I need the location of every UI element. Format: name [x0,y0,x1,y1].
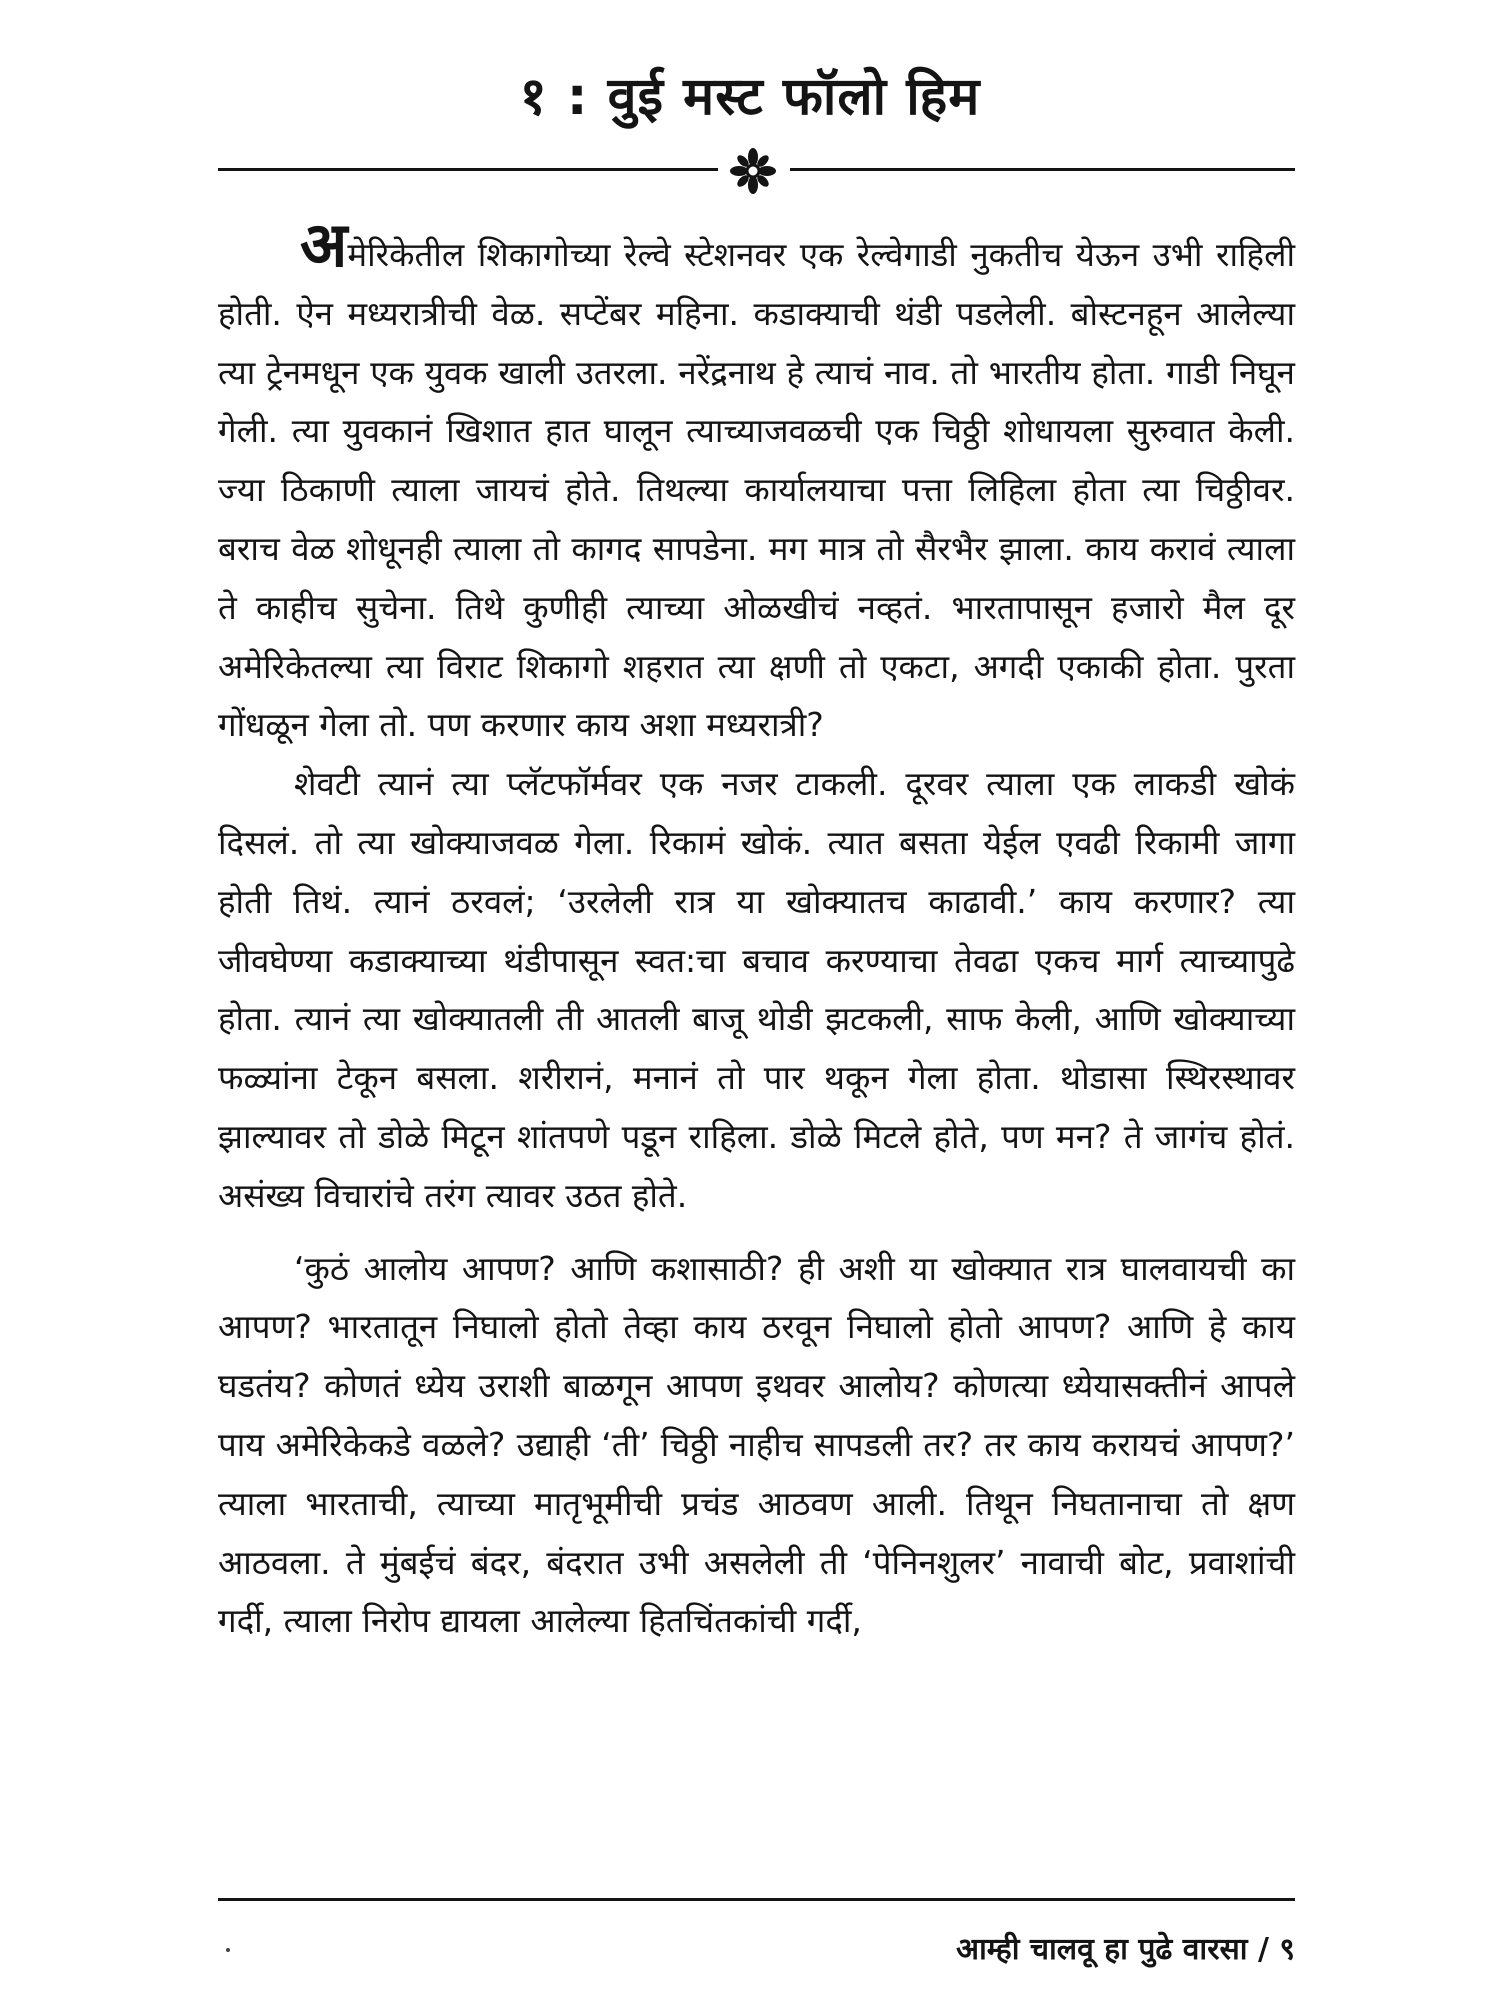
running-footer [956,1930,1295,1970]
title-rule-left [218,168,718,171]
print-speck [226,1948,230,1952]
footer-separator: / [1257,1932,1269,1967]
footer-rule [218,1898,1295,1901]
paragraph-2: शेवटी त्यानं त्या प्लॅटफॉर्मवर एक नजर टाकली. दूरवर त्याला एक लाकडी खोकं दिसलं. तो त्या खोक्याजवळ गेला. रिकामं खोकं. त्यात बसता येईल एवढी रिकामी जागा होती तिथं. त्यानं ठरवलं; ‘उरलेली रात्र या खोक्यातच काढावी.’ काय करणार? त्या जीवघेण्या कडाक्याच्या थंडीपासून स्वत:चा बचाव करण्याचा तेवढा एकच मार्ग त्याच्यापुढे होता. त्यानं त्या खोक्यातली ती आतली बाजू थोडी झटकली, साफ केली, आणि खोक्याच्या फळ्यांना टेकून बसला. शरीरानं, मनानं तो पार थकून गेला होता. थोडासा स्थिरस्थावर झाल्यावर तो डोळे मिटून शांतपणे पडून राहिला. डोळे मिटले होते, पण मन? ते जागंच होतं. असंख्य विचारांचे तरंग त्यावर उठत होते. [218,764,1295,1215]
flower-ornament-icon [728,146,778,196]
page-number: ९ [1279,1932,1295,1967]
chapter-title: १ : वुई मस्ट फॉलो हिम [519,67,981,127]
paragraph-1 [218,208,1295,755]
paragraph-3: ‘कुठं आलोय आपण? आणि कशासाठी? ही अशी या खोक्यात रात्र घालवायची का आपण? भारतातून निघालो होतो तेव्हा काय ठरवून निघालो होतो आपण? आणि हे काय घडतंय? कोणतं ध्येय उराशी बाळगून आपण इथवर आलोय? कोणत्या ध्येयासक्तीनं आपले पाय अमेरिकेकडे वळले? उद्याही ‘ती’ चिठ्ठी नाहीच सापडली तर? तर काय करायचं आपण?’ त्याला भारताची, त्याच्या मातृभूमीची प्रचंड आठवण आली. तिथून निघतानाचा तो क्षण आठवला. ते मुंबईचं बंदर, बंदरात उभी असलेली ती ‘पेनिनशुलर’ नावाची बोट, प्रवाशांची गर्दी, त्याला निरोप द्यायला आलेल्या हितचिंतकांची गर्दी, [218,1248,1295,1641]
paragraph-1-text: मेरिकेतील शिकागोच्या रेल्वे स्टेशनवर एक रेल्वेगाडी नुकतीच येऊन उभी राहिली होती. ऐन मध्यरात्रीची वेळ. सप्टेंबर महिना. कडाक्याची थंडी पडलेली. बोस्टनहून आलेल्या त्या ट्रेनमधून एक युवक खाली उतरला. नरेंद्रनाथ हे त्याचं नाव. तो भारतीय होता. गाडी निघून गेली. त्या युवकानं खिशात हात घालून त्याच्याजवळची एक चिठ्ठी शोधायला सुरुवात केली. ज्या ठिकाणी त्याला जायचं होते. तिथल्या कार्यालयाचा पत्ता लिहिला होता त्या चिठ्ठीवर. बराच वेळ शोधूनही त्याला तो कागद सापडेना. मग मात्र तो सैरभैर झाला. काय करावं त्याला ते काहीच सुचेना. तिथे कुणीही त्याच्या ओळखीचं नव्हतं. भारतापासून हजारो मैल दूर अमेरिकेतल्या त्या विराट शिकागो शहरात त्या क्षणी तो एकटा, अगदी एकाकी होता. पुरता गोंधळून गेला तो. पण करणार काय अशा मध्यरात्री? [218,235,1295,745]
title-rule-right [790,168,1295,171]
drop-cap: अ [300,208,348,281]
body-text [218,208,1295,1651]
footer-book-title: आम्ही चालवू हा पुढे वारसा [956,1932,1248,1967]
